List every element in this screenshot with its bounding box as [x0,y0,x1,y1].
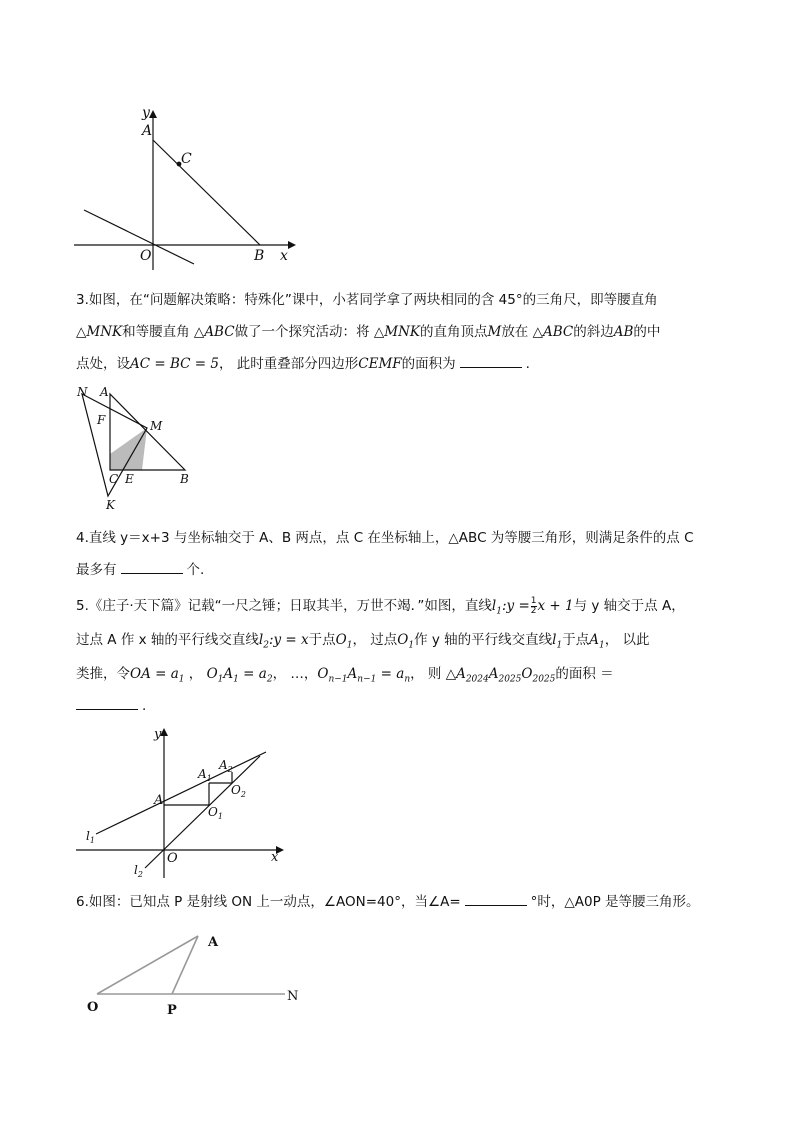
q3-text-2f: 的斜边 [573,324,614,340]
q5-o1 [335,632,353,651]
q5-tri-a1: A [456,666,466,682]
shaded-cemf [110,428,147,470]
q5-eq3 [317,666,411,685]
label-o: O [167,851,178,866]
label-a2-letter: A [219,758,228,772]
q4-text-1: 4.直线 y＝x+3 与坐标轴交于 A、B 两点，点 C 在坐标轴上，△ABC 为等腰三角形，则满足条件的点 C [76,530,694,546]
q5-o1-sub: 1 [346,640,353,651]
q3-m: M [487,324,502,340]
label-o2-letter: O [231,783,241,797]
q5-tri-s2: 2025 [498,674,522,685]
figure-3-svg [70,722,290,882]
label-l1-letter: l [86,829,90,843]
q5-eq2-osub: 1 [217,674,224,685]
q3-line-2 [76,322,736,342]
q3-text-2e: 放在 △ [501,324,543,340]
label-o: O [140,248,152,264]
q3-text-2c: 做了一个探究活动：将 △ [234,324,385,340]
q5-l1b-sub: 1 [556,640,563,651]
q5-l2-letter: l [258,632,264,648]
q5-text-2b: 于点 [308,632,336,648]
q5-l1-rest: x + 1 [537,598,574,614]
q5-answer-blank[interactable] [76,697,138,710]
q5-tri-s3: 2025 [532,674,556,685]
label-o2-sub: 2 [240,790,246,799]
q5-text-2f: ， 以此 [604,632,650,648]
q6-line-1 [76,892,736,912]
label-a: A [154,793,164,808]
q5-fraction [531,597,537,616]
q5-eq2-sub: 2 [266,674,273,685]
q5-text-2e: 于点 [562,632,590,648]
q5-tri-s1: 2024 [465,674,489,685]
q5-eq3-asub: n−1 [357,674,377,685]
label-l1 [86,829,95,845]
q3-text-3d: . [525,356,530,372]
q3-tri-symbol: △ [76,324,87,340]
q5-eq2-rest: = a [238,666,267,682]
label-a: A [208,935,219,950]
label-n: N [77,385,88,399]
q5-l1b-letter: l [552,632,557,648]
q5-l1-eq: :y = [501,598,530,614]
q5-eq1-sub: 1 [178,674,185,685]
q3-text-3a: 点处，设 [76,356,130,372]
label-c: C [181,151,192,167]
q5-o1-b [397,632,415,651]
label-a1-letter: A [198,767,207,781]
label-a1-sub: 1 [206,774,212,783]
q3-text-2g: 的中 [633,324,661,340]
q5-l1-b [552,632,563,651]
q5-text-2d: 作 y 轴的平行线交直线 [414,632,553,648]
figure-4-ray [80,926,310,1021]
label-p: P [167,1003,177,1018]
q5-line-3: 类推，令OA = $a_1$ ， $O_1A_1 = a_2$， …，$O_{n-1}A_{n-1} = a_n$， 则 $\triangle A_{2024}A_{2025}O_{2025}$的面积 ＝ [76,666,614,685]
q5-text-1a: 5.《庄子·天下篇》记载“一尺之锤；日取其半，万世不竭．”如图，直线 [76,598,492,614]
label-l2-letter: l [134,863,138,877]
q6-text-1b: °时，△A0P 是等腰三角形。 [530,894,700,910]
label-o: O [87,1000,99,1015]
q4-line-1 [76,528,736,548]
q3-mnk-2: MNK [384,324,420,340]
label-f: F [97,413,106,427]
q5-text-4: . [142,698,147,714]
label-a: A [142,123,153,139]
q3-ab: AB [613,324,634,340]
q5-l2-eq: :y = x [268,632,309,648]
q5-o1-letter: O [335,632,347,648]
label-o1-sub: 1 [217,812,223,821]
figure-1-coordinate-triangle [70,100,300,270]
y-axis-arrow-icon [149,110,157,118]
q4-line-2 [76,560,736,580]
label-x: x [280,248,288,264]
label-l2 [134,863,143,879]
q5-frac-num: 1 [530,595,537,606]
q5-o1b-sub: 1 [408,640,415,651]
label-o2 [231,783,246,799]
label-k: K [106,498,115,512]
q5-text-2a: 过点 A 作 x 轴的平行线交直线 [76,632,259,648]
q6-answer-blank[interactable] [465,893,527,906]
q5-l1-letter: l [491,598,497,614]
label-a2-sub: 2 [227,765,233,774]
q3-text-3c: 的面积为 [401,356,456,372]
label-e: E [125,472,134,486]
label-y: y [142,105,150,121]
label-y: y [154,727,162,742]
q3-line-1 [76,290,736,310]
q5-eq1-text: OA = a [130,666,179,682]
label-n: N [287,989,299,1004]
q5-eq3-a: A [347,666,358,682]
q5-text-3b: ， 则 △ [410,666,457,682]
q3-text-1: 3.如图，在“问题解决策略：特殊化”课中，小茗同学拿了两块相同的含 45°的三角尺，即等腰直角 [76,292,658,308]
q5-a1-letter: A [589,632,599,648]
q3-cemf: CEMF [358,356,402,372]
q3-mnk: MNK [86,324,123,340]
q5-l2-sub: 2 [263,640,269,651]
segment-ap [172,936,198,994]
q5-eq3-rest: = a [376,666,405,682]
q4-text-2b: 个. [186,562,205,578]
q5-line-4 [76,696,736,716]
label-o1-letter: O [208,805,218,819]
label-c: C [109,472,119,486]
q3-abc-2: ABC [543,324,574,340]
q5-text-3c: 的面积 ＝ [555,666,614,682]
label-a: A [100,385,109,399]
q5-triangle [456,666,556,685]
figure-3-lines [70,722,290,882]
q5-text-3a: 类推，令 [76,666,130,682]
q5-text-2c: ， 过点 [352,632,398,648]
q3-answer-blank[interactable] [460,355,522,368]
figure-2-svg [72,384,202,514]
q3-line-3 [76,354,736,374]
q5-eq3-sub: n [404,674,411,685]
segment-oa [97,936,198,994]
label-b: B [254,248,265,264]
q5-eq2-a: A [223,666,234,682]
q5-line-2 [76,630,736,656]
label-b: B [180,472,189,486]
label-l2-sub: 2 [137,870,143,879]
label-l1-sub: 1 [89,836,95,845]
x-axis-arrow-icon [288,241,296,249]
label-o1 [208,805,223,821]
q5-l1-sub: 1 [496,606,502,617]
q5-l2 [258,632,309,651]
label-a2 [218,758,233,774]
q3-text-2b: 和等腰直角 △ [122,324,205,340]
q5-eq3-o: O [317,666,329,682]
figure-2-triangles [72,384,202,514]
q5-tri-a2: A [488,666,499,682]
figure-1-svg [70,100,300,270]
q5-line-1 [76,596,736,622]
q5-a1 [589,632,605,651]
q5-dots: ， …， [272,666,318,682]
q5-eq3-osub: n−1 [328,674,348,685]
q3-abc: ABC [204,324,235,340]
q4-text-2a: 最多有 [76,562,117,578]
q5-eq1 [130,666,185,685]
q6-text-1a: 6.如图：已知点 P 是射线 ON 上一动点，∠AON=40°，当∠A= [76,894,461,910]
label-m: M [150,419,163,433]
label-x: x [271,850,279,865]
q3-text-3b: ， 此时重叠部分四边形 [218,356,359,372]
segment-ab [153,140,260,245]
q4-answer-blank[interactable] [121,561,183,574]
q5-l1 [491,598,530,617]
q5-o1b-letter: O [397,632,409,648]
figure-4-svg [80,926,310,1021]
q5-frac-den: 2 [530,605,537,616]
label-a1 [197,767,212,783]
q5-eq2-asub: 1 [233,674,239,685]
q5-a1-sub: 1 [598,640,605,651]
line-through-origin [84,210,194,264]
q5-text-1b: 与 y 轴交于点 A， [573,598,685,614]
q5-tri-o: O [521,666,533,682]
q3-eq: AC = BC = 5 [130,356,219,372]
q3-text-2d: 的直角顶点 [419,324,488,340]
q5-eq2-o: O [206,666,218,682]
q5-eq2 [202,666,273,685]
